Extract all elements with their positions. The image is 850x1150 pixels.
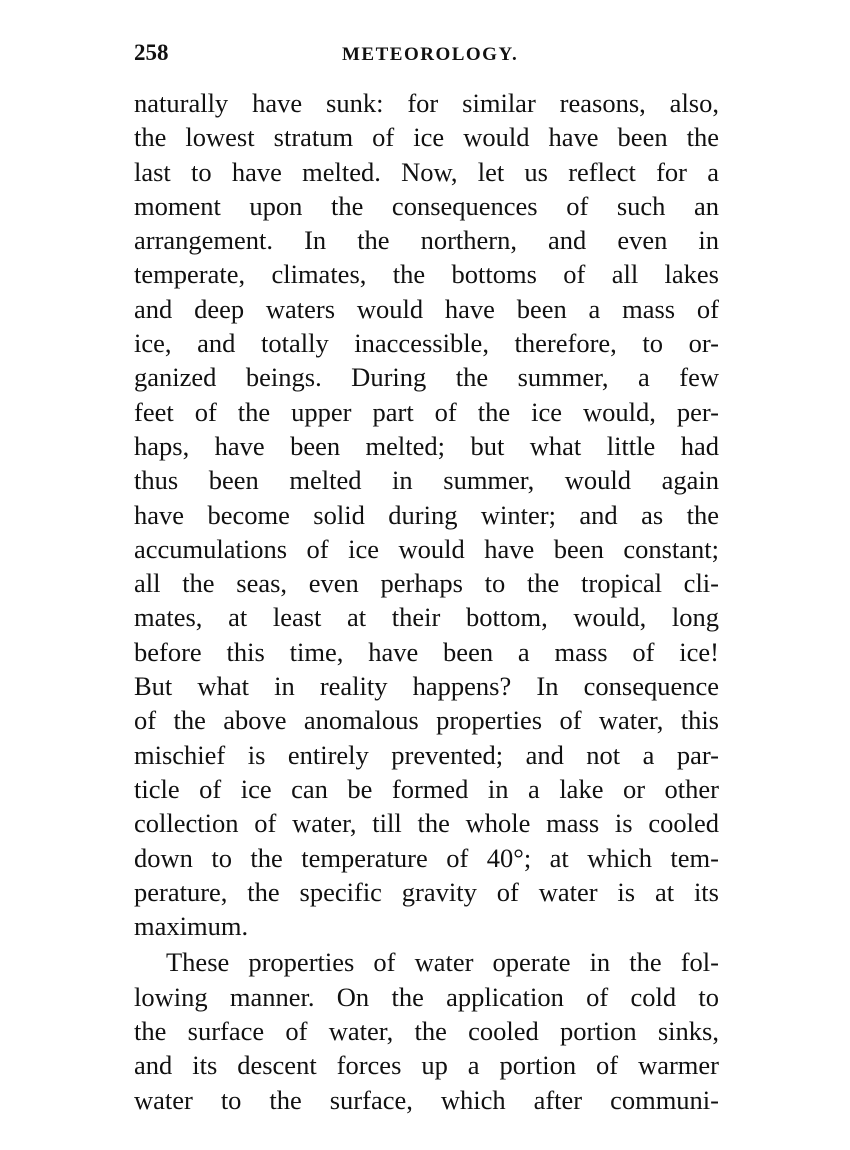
text-line: naturally have sunk: for similar reasons, also, [134,88,719,118]
text-line: ganized beings. During the summer, a few [134,362,719,393]
text-line: before this time, have been a mass of ice! [134,636,719,667]
text-line: These properties of water operate in the fol- [166,947,719,978]
text-line: maximum. [134,911,249,942]
text-line: the surface of water, the cooled portion sinks, [134,1016,719,1047]
text-line: But what in reality happens? In consequence [134,671,719,702]
text-line: of the above anomalous properties of water, this [134,705,719,736]
text-line: arrangement. In the northern, and even in [134,225,719,256]
text-line: down to the temperature of 40°; at which tem- [134,842,719,873]
text-line: accumulations of ice would have been constant; [134,533,719,564]
text-line: perature, the specific gravity of water is at its [134,876,719,907]
text-line: moment upon the consequences of such an [134,190,719,221]
paragraph-1 [134,86,719,943]
running-title: METEOROLOGY. [342,44,519,65]
body-text [134,86,719,1117]
text-line: water to the surface, which after communi- [134,1084,719,1115]
page-number: 258 [134,40,169,65]
text-line: ticle of ice can be formed in a lake or other [134,773,719,804]
text-line: ice, and totally inaccessible, therefore, to or- [134,328,719,359]
text-line: thus been melted in summer, would again [134,465,719,496]
running-head [134,40,719,76]
text-line: mischief is entirely prevented; and not a par- [134,739,719,770]
text-line: collection of water, till the whole mass is cooled [134,808,719,839]
text-line: and its descent forces up a portion of warmer [134,1050,719,1081]
paragraph-2 [134,945,719,1116]
text-line: all the seas, even perhaps to the tropical cli- [134,568,719,599]
text-line: mates, at least at their bottom, would, long [134,602,719,633]
text-line: last to have melted. Now, let us reflect for a [134,156,719,187]
text-line: the lowest stratum of ice would have been the [134,122,719,153]
text-line: feet of the upper part of the ice would, per- [134,396,719,427]
text-line: temperate, climates, the bottoms of all lakes [134,259,719,290]
text-line: and deep waters would have been a mass of [134,293,719,324]
text-line: lowing manner. On the application of cold to [134,981,719,1012]
text-line: have become solid during winter; and as the [134,499,719,530]
text-line: haps, have been melted; but what little had [134,430,719,461]
